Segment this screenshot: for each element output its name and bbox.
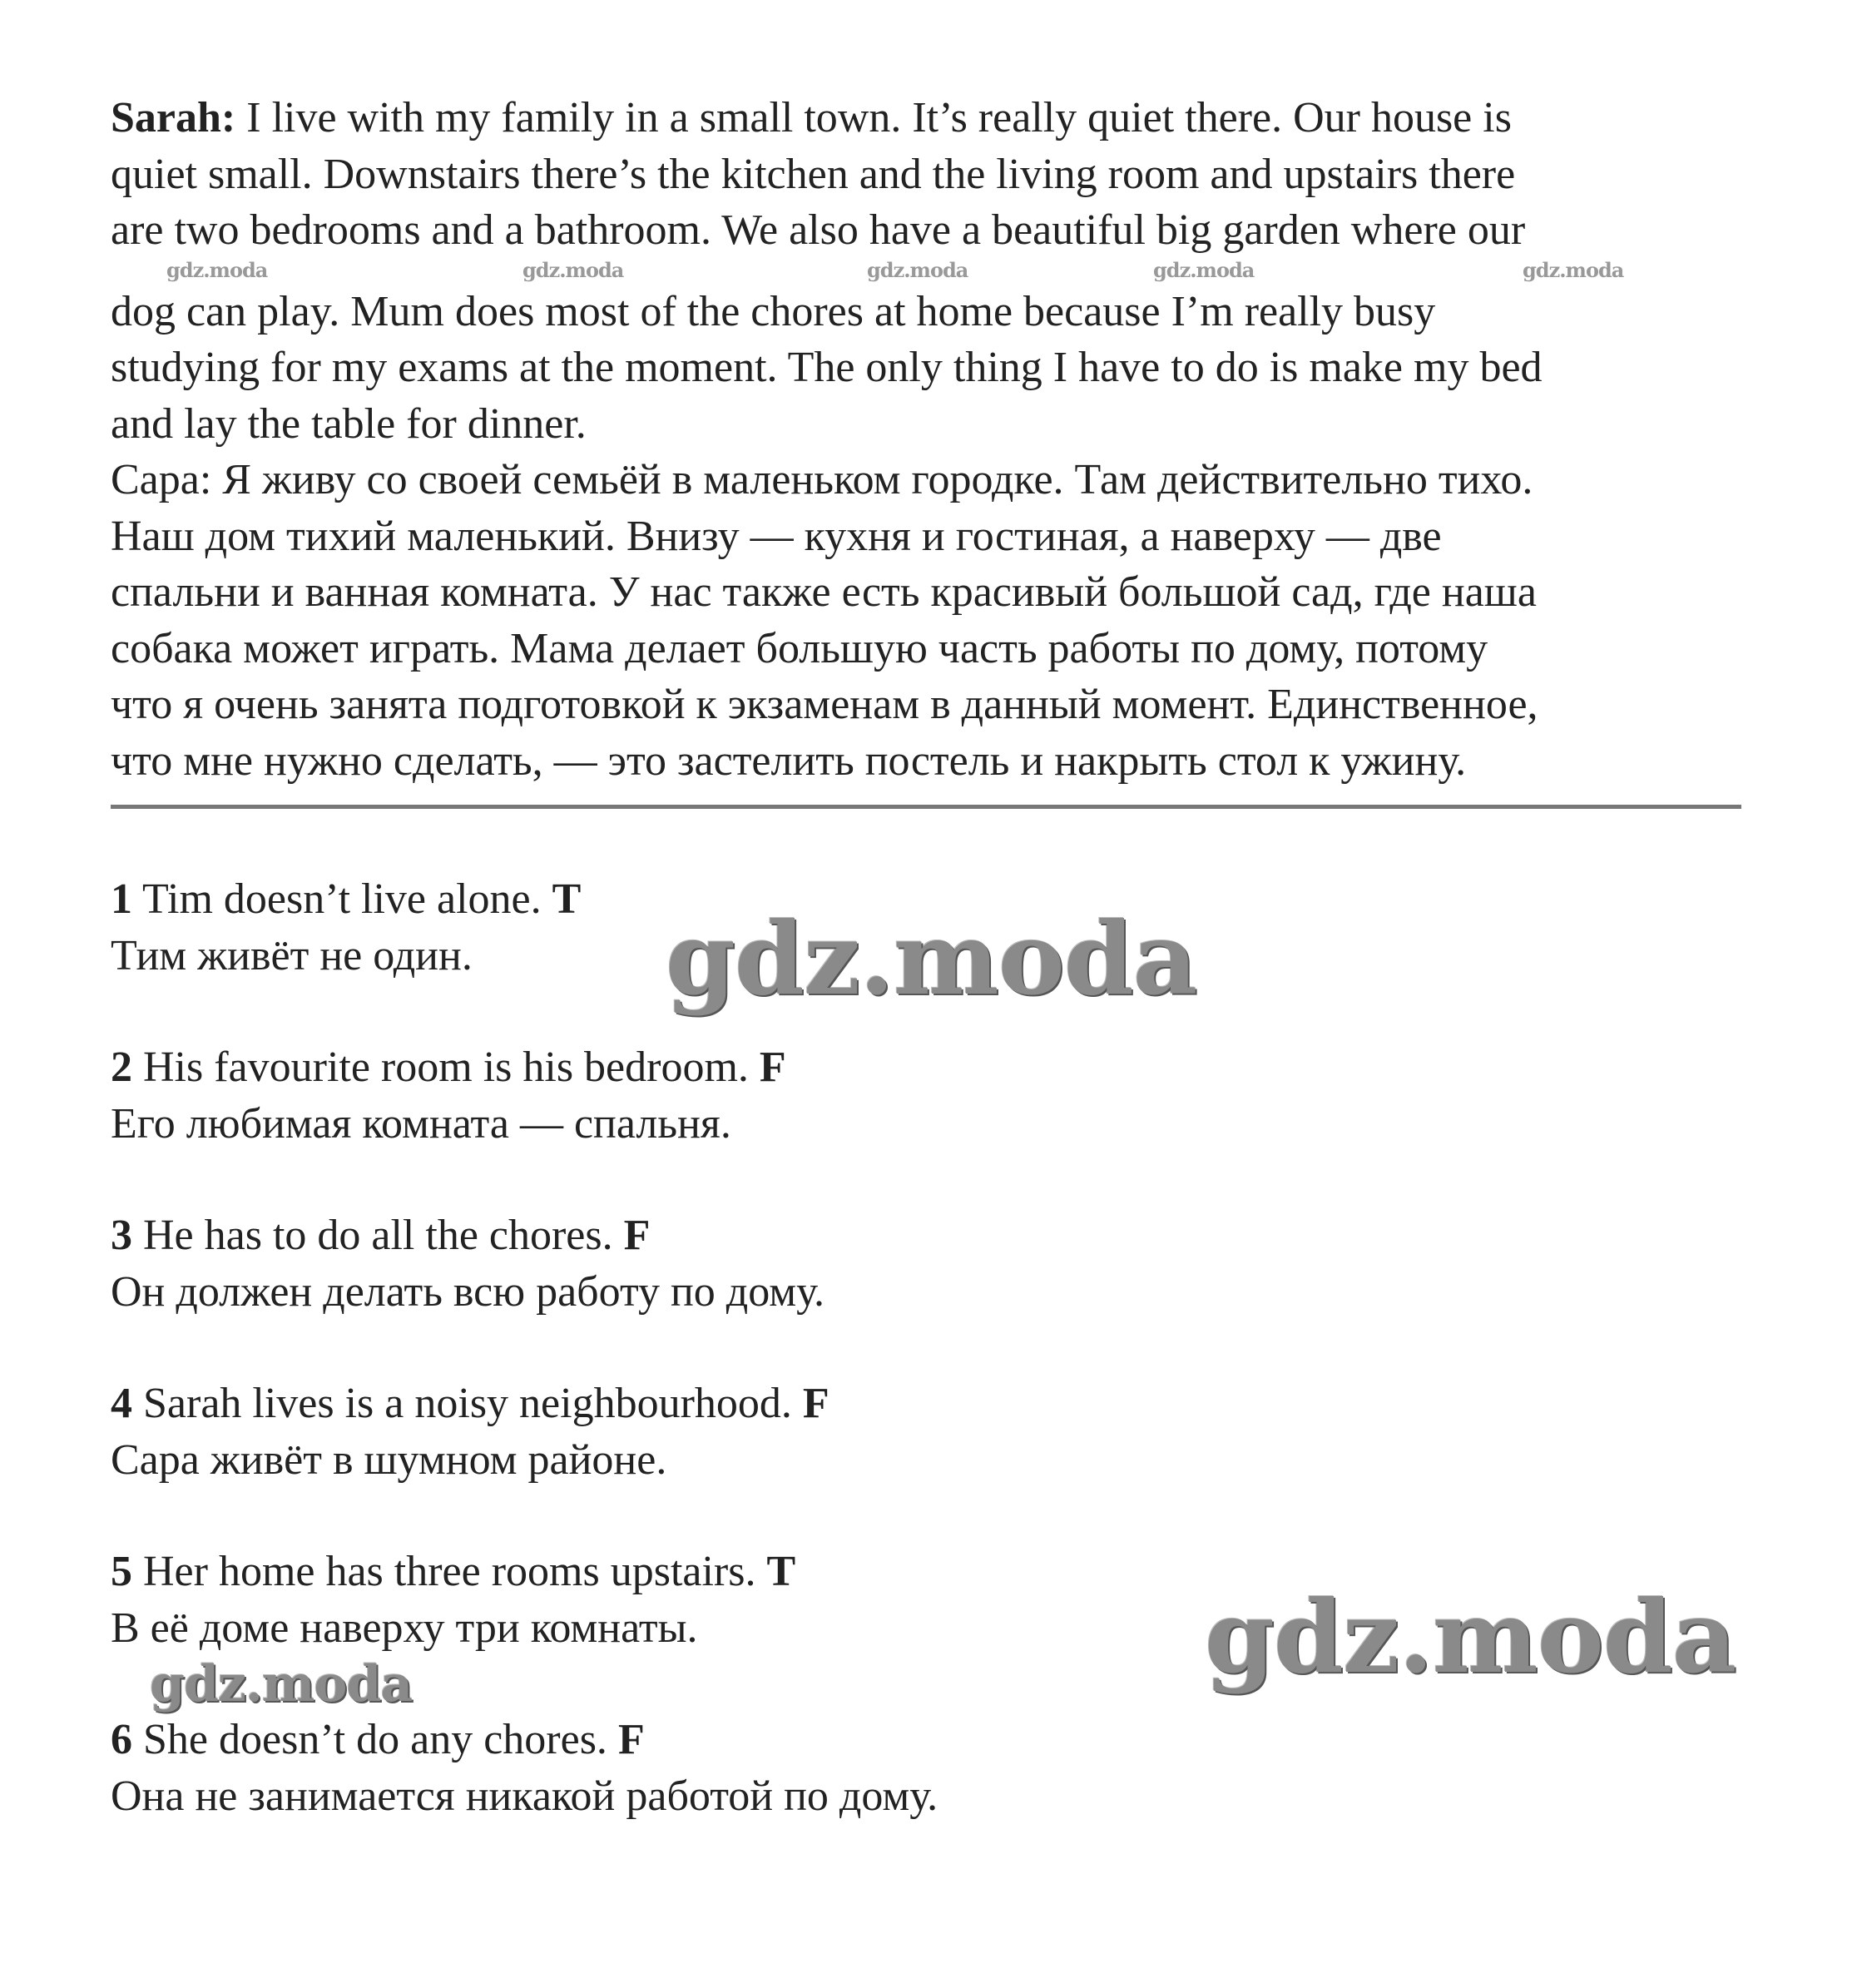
watermark-gap [111, 259, 1543, 284]
item-answer: F [759, 1044, 786, 1091]
item-statement: Sarah lives is a noisy neighbourhood. [132, 1380, 803, 1427]
text-line: спальни и ванная комната. У нас также есть красивый большой сад, где наша [111, 568, 1537, 616]
answer-item-1 [111, 871, 581, 984]
item-number: 3 [111, 1212, 132, 1259]
item-answer: F [623, 1212, 651, 1259]
item-statement: Tim doesn’t live alone. [132, 875, 552, 923]
item-statement: He has to do all the chores. [132, 1212, 624, 1259]
item-number: 2 [111, 1044, 132, 1091]
text-line: собака может играть. Мама делает большую часть работы по дому, потому [111, 624, 1488, 672]
item-translation: Он должен делать всю работу по дому. [111, 1267, 825, 1316]
watermark: gdz.moda [666, 900, 1197, 1018]
sarah-text-english [111, 90, 1543, 789]
text-line: studying for my exams at the moment. The only thing I have to do is make my bed [111, 344, 1543, 391]
item-answer: F [802, 1380, 829, 1427]
answer-item-4 [111, 1376, 829, 1488]
text-line [111, 90, 1543, 146]
divider [111, 805, 1741, 809]
watermark: gdz.moda [150, 1655, 413, 1713]
speaker-label: Sarah: [111, 94, 236, 141]
watermark: gdz.moda [867, 258, 968, 282]
watermark: gdz.moda [166, 258, 268, 282]
text-line: dog can play. Mum does most of the chores at home because I’m really busy [111, 287, 1436, 335]
text-line: Наш дом тихий маленький. Внизу — кухня и гостиная, а наверху — две [111, 512, 1442, 560]
answer-item-5 [111, 1544, 795, 1656]
item-number: 1 [111, 875, 132, 923]
text-line: что я очень занята подготовкой к экзаменам в данный момент. Единственное, [111, 681, 1538, 728]
watermark: gdz.moda [522, 258, 624, 282]
text-line: что мне нужно сделать, — это застелить постель и накрыть стол к ужину. [111, 736, 1467, 785]
item-number: 6 [111, 1716, 132, 1763]
item-statement: His favourite room is his bedroom. [132, 1044, 760, 1091]
answer-item-6 [111, 1712, 938, 1824]
watermark: gdz.moda [1153, 258, 1255, 282]
text-line: are two bedrooms and a bathroom. We also have a beautiful big garden where our [111, 206, 1526, 254]
item-answer: T [552, 875, 582, 923]
item-translation: Она не занимается никакой работой по дому. [111, 1772, 938, 1820]
item-number: 5 [111, 1548, 132, 1595]
answer-item-2 [111, 1039, 786, 1152]
item-translation: Тим живёт не один. [111, 931, 473, 979]
item-answer: F [617, 1716, 645, 1763]
text-line: quiet small. Downstairs there’s the kitchen and the living room and upstairs there [111, 150, 1516, 198]
answer-item-3 [111, 1207, 825, 1320]
item-statement: She doesn’t do any chores. [132, 1716, 618, 1763]
watermark: gdz.moda [1523, 258, 1624, 282]
item-translation: Его любимая комната — спальня. [111, 1099, 731, 1148]
watermark: gdz.moda [1205, 1579, 1736, 1696]
text-line: Сара: Я живу со своей семьёй в маленьком городке. Там действительно тихо. [111, 456, 1533, 503]
text-line: and lay the table for dinner. [111, 399, 587, 448]
item-translation: Сара живёт в шумном районе. [111, 1435, 667, 1484]
item-answer: T [766, 1548, 796, 1595]
item-statement: Her home has three rooms upstairs. [132, 1548, 767, 1595]
item-translation: В её доме наверху три комнаты. [111, 1604, 698, 1652]
item-number: 4 [111, 1380, 132, 1427]
text-segment: I live with my family in a small town. It’s really quiet there. Our house is [235, 94, 1512, 141]
